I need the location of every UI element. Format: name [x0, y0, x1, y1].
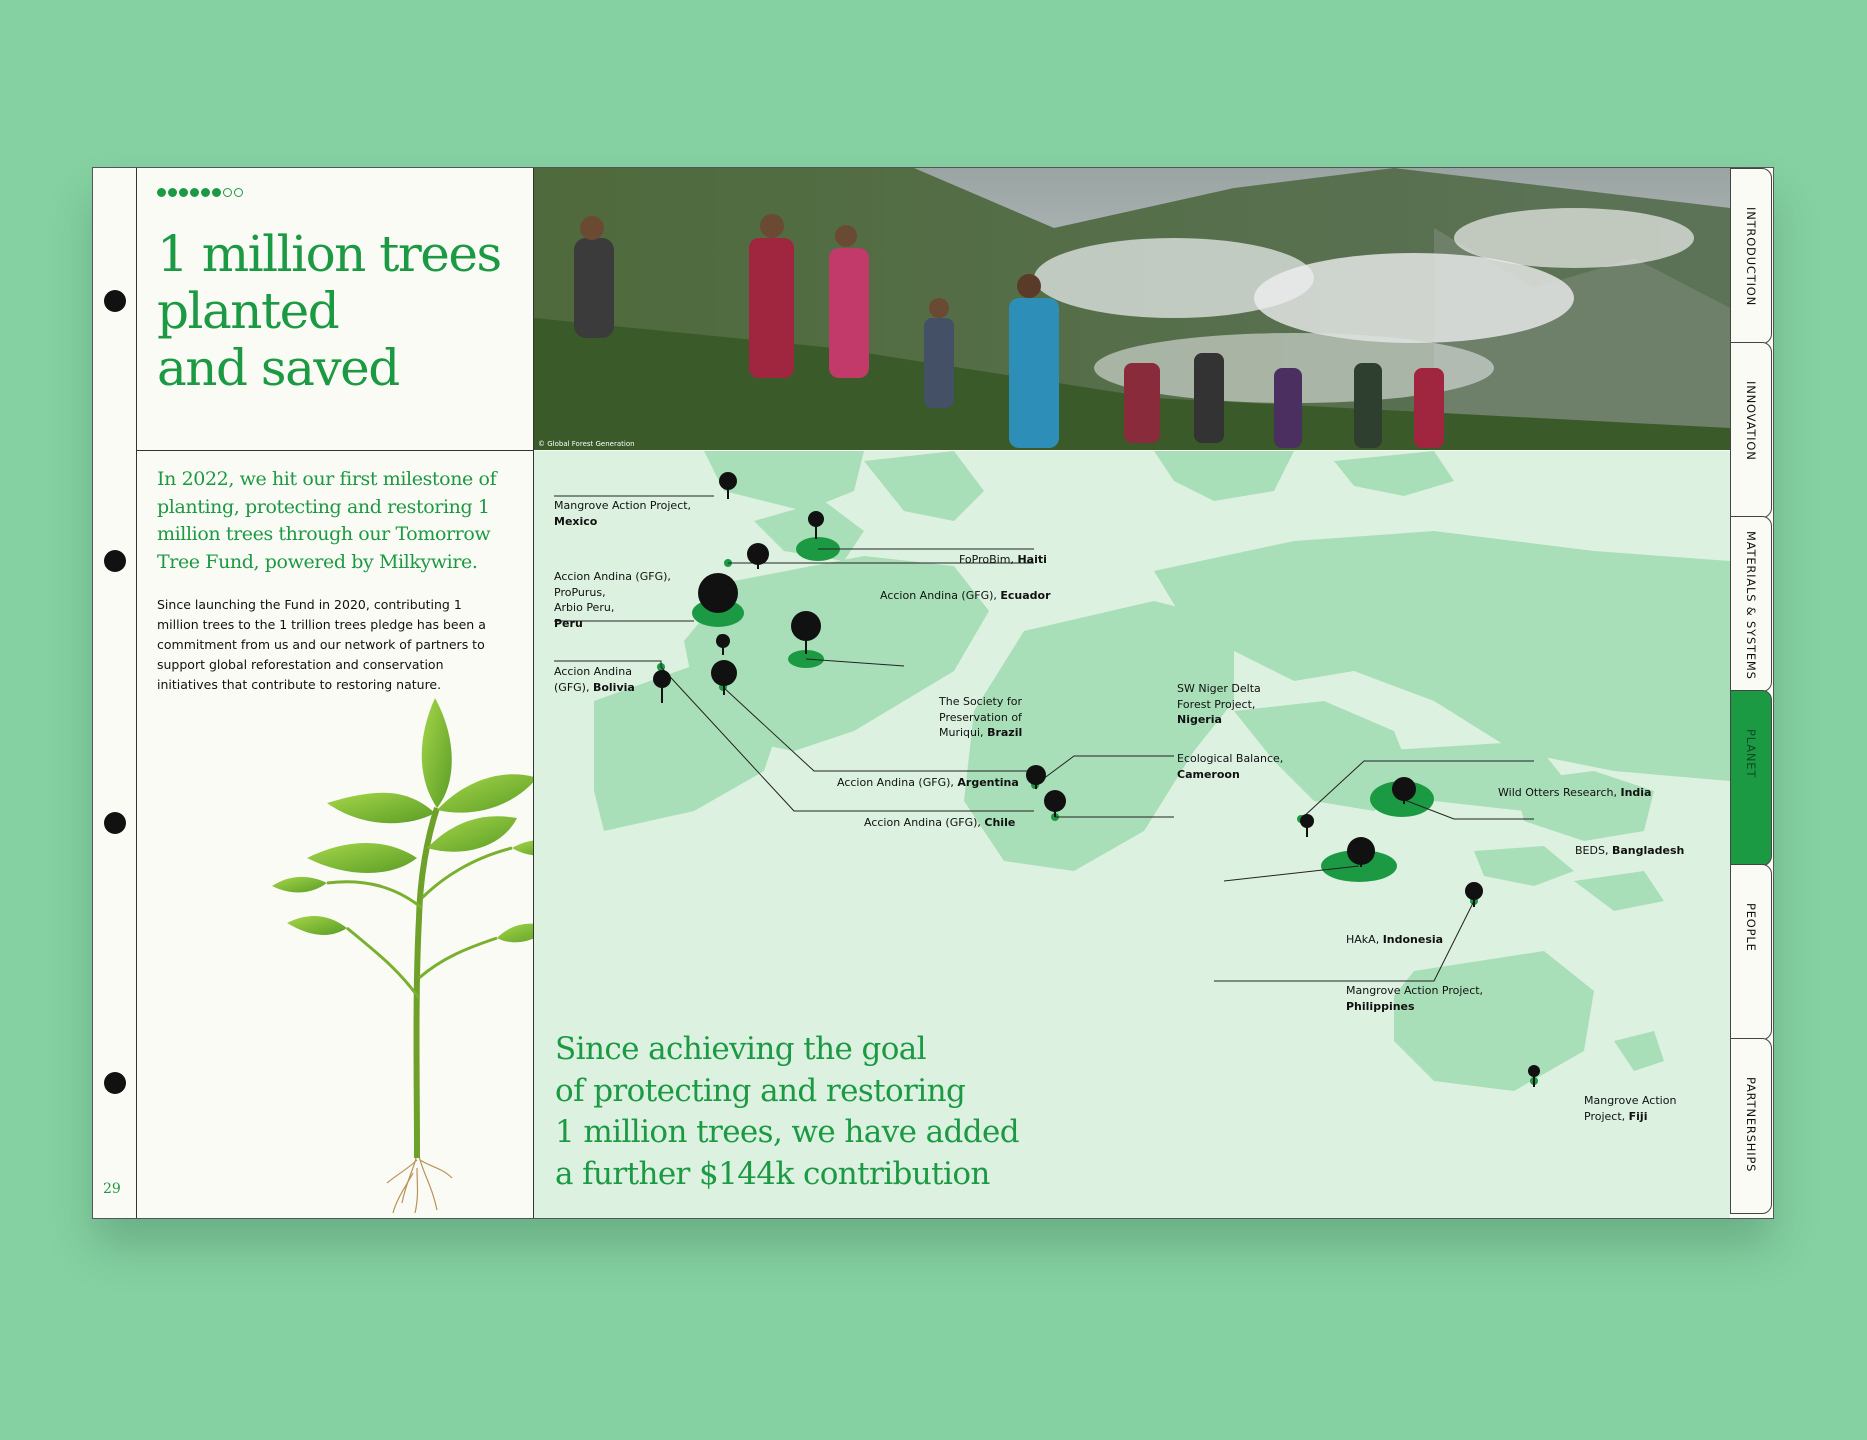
map-label-fiji: Mangrove Action Project, Fiji [1584, 1094, 1677, 1123]
report-page [93, 168, 1773, 1218]
title-line: planted [157, 282, 339, 340]
progress-dots [157, 188, 243, 197]
binder-hole [104, 812, 126, 834]
binder-margin [93, 168, 137, 1218]
seedling-image [267, 698, 534, 1218]
quote-line: of protecting and restoring [555, 1072, 966, 1109]
map-label-bangladesh: BEDS, Bangladesh [1575, 844, 1685, 857]
progress-dot [212, 188, 221, 197]
section-tabs [1730, 168, 1773, 1218]
tab-partnerships[interactable] [1730, 1038, 1772, 1214]
map-label-mexico: Mangrove Action Project, Mexico [554, 499, 692, 528]
map-label-ecuador: Accion Andina (GFG), Ecuador [880, 589, 1051, 602]
tab-label: MATERIALS & SYSTEMS [1744, 531, 1758, 680]
left-column [137, 168, 534, 1218]
intro-lead: In 2022, we hit our first milestone of planting, protecting and restoring 1 million trees through our Tomorrow Tree Fund, powered by Milkywire. [157, 468, 497, 573]
progress-dot [201, 188, 210, 197]
photo-credit: © Global Forest Generation [538, 440, 635, 448]
map-label-brazil: The Society for Preservation of Muriqui, Brazil [939, 695, 1023, 739]
progress-dot [168, 188, 177, 197]
contribution-quote [555, 1029, 1019, 1195]
map-label-bolivia: Accion Andina (GFG), Bolivia [554, 665, 635, 694]
hero-photo-graphic [534, 168, 1730, 450]
tab-label: INNOVATION [1744, 381, 1758, 461]
tab-planet[interactable] [1730, 690, 1772, 866]
progress-dot [179, 188, 188, 197]
map-label-haiti: FoProBim, Haiti [959, 553, 1047, 566]
page-title [157, 226, 517, 397]
progress-dot [223, 188, 232, 197]
binder-hole [104, 290, 126, 312]
section-divider [137, 450, 533, 451]
map-label-cameroon: Ecological Balance, Cameroon [1177, 752, 1284, 781]
tab-label: PLANET [1744, 729, 1758, 779]
tab-people[interactable] [1730, 864, 1772, 1040]
map-label-philippines: Mangrove Action Project, Philippines [1346, 984, 1484, 1013]
tab-label: PEOPLE [1744, 903, 1758, 952]
world-map [534, 451, 1730, 1218]
map-label-chile: Accion Andina (GFG), Chile [864, 816, 1016, 829]
binder-hole [104, 1072, 126, 1094]
progress-dot [157, 188, 166, 197]
binder-hole [104, 550, 126, 572]
map-label-india: Wild Otters Research, India [1498, 786, 1652, 799]
page-number: 29 [103, 1181, 121, 1197]
map-label-nigeria: SW Niger Delta Forest Project, Nigeria [1177, 682, 1261, 726]
quote-line: Since achieving the goal [555, 1031, 926, 1067]
title-line: and saved [157, 339, 399, 397]
tab-introduction[interactable] [1730, 168, 1772, 344]
quote-line: a further $144k contribution [555, 1155, 990, 1192]
progress-dot [234, 188, 243, 197]
quote-line: 1 million trees, we have added [555, 1114, 1019, 1150]
hero-photo [534, 168, 1730, 450]
tab-label: INTRODUCTION [1744, 207, 1758, 307]
map-label-peru: Accion Andina (GFG), ProPurus, Arbio Peru, Peru [554, 570, 671, 630]
map-label-argentina: Accion Andina (GFG), Argentina [837, 776, 1019, 789]
tab-materials-systems[interactable] [1730, 516, 1772, 692]
progress-dot [190, 188, 199, 197]
map-label-indonesia: HAkA, Indonesia [1346, 933, 1444, 946]
tab-label: PARTNERSHIPS [1744, 1077, 1758, 1173]
intro-body: Since launching the Fund in 2020, contributing 1 million trees to the 1 trillion trees pledge has been a commitment from us and our network of partners to support global reforestation and conservation initiatives that contribute to restoring nature. [157, 597, 486, 692]
tab-innovation[interactable] [1730, 342, 1772, 518]
title-line: 1 million trees [157, 225, 501, 283]
